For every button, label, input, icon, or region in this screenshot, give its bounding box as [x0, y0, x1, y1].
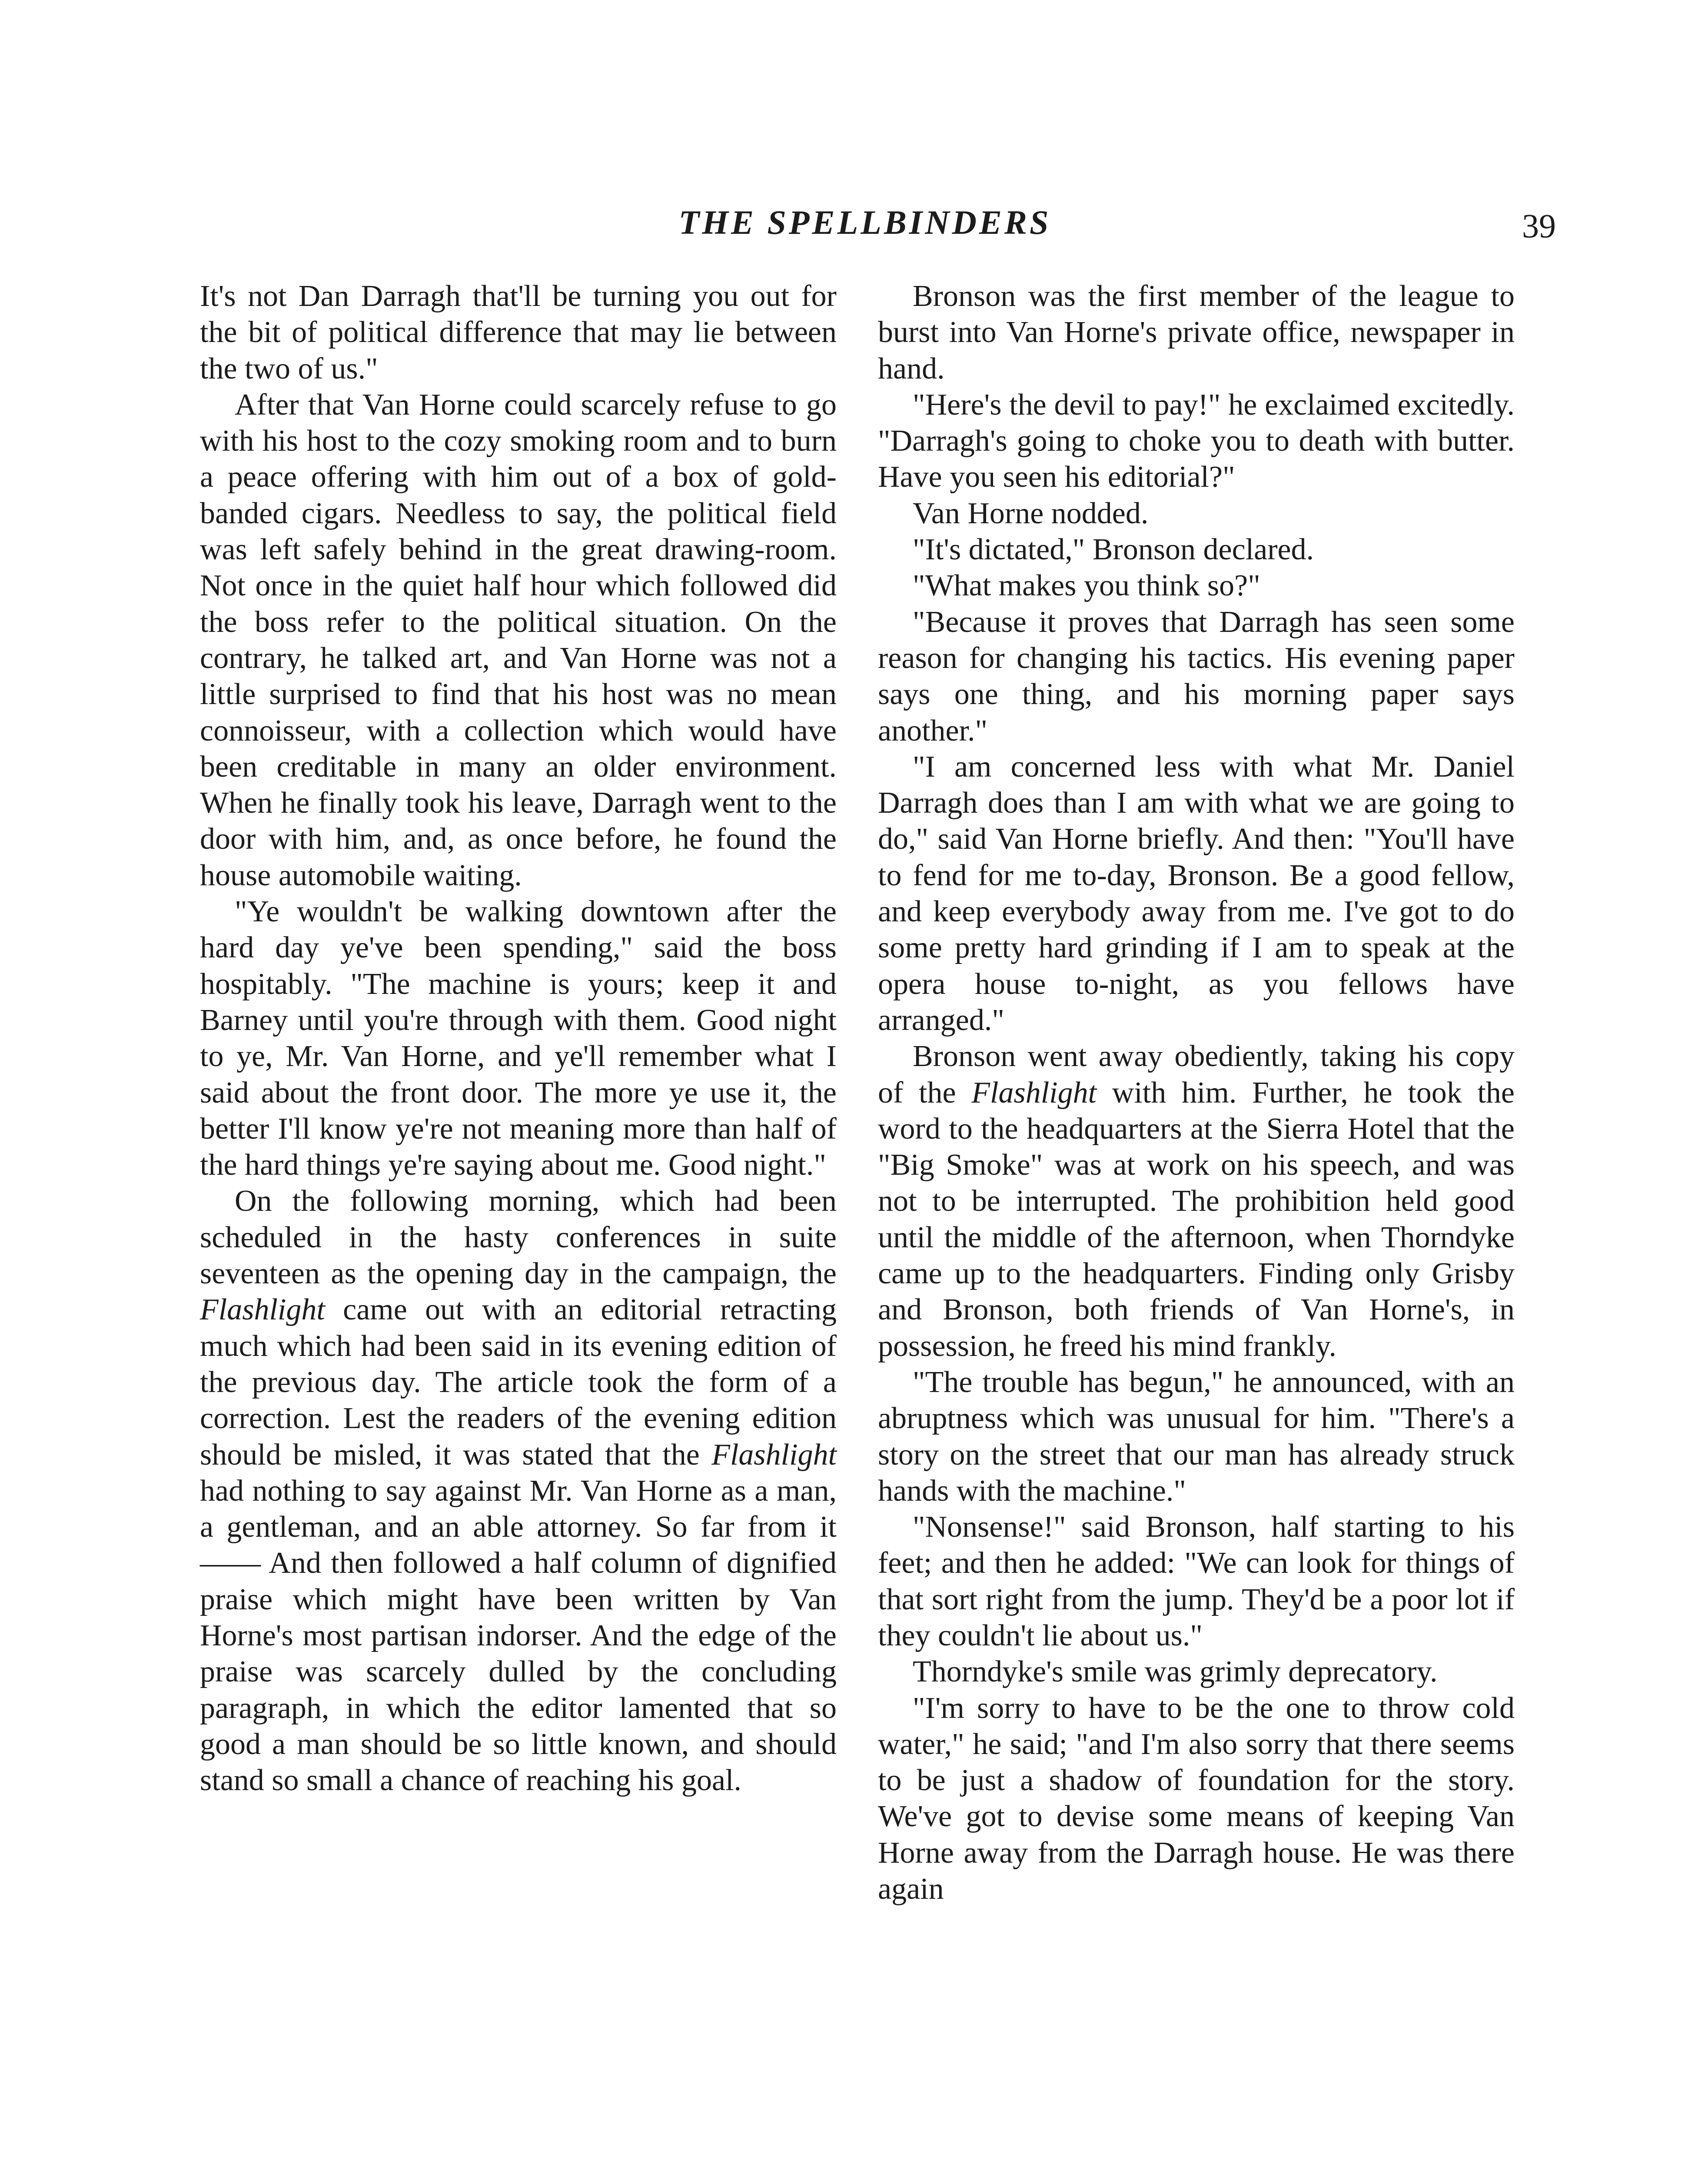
- paragraph: "Nonsense!" said Bronson, half starting to his feet; and then he added: "We can look for things of that sort right from the jump. They'd be a poor lot if they couldn't lie about us.": [878, 1510, 1515, 1652]
- text-run: On the following morning, which had been scheduled in the hasty conferences in suite seventeen as the opening day in the campaign, the: [200, 1184, 837, 1291]
- paragraph: "What makes you think so?": [913, 569, 1260, 603]
- paragraph: "It's dictated," Bronson declared.: [913, 533, 1314, 567]
- newspaper-name: Flashlight: [971, 1076, 1097, 1110]
- paragraph: [878, 1038, 1515, 1364]
- paragraph: "I'm sorry to have to be the one to throw cold water," he said; "and I'm also sorry that there seems to be just a shadow of foundation for the story. We've got to devise some means of keeping Van Horne away from the Darragh house. He was there again: [878, 1691, 1515, 1906]
- paragraph: "The trouble has begun," he announced, with an abruptness which was unusual for him. "There's a story on the street that our man has already struck hands with the machine.": [878, 1365, 1515, 1508]
- text-run: came out with an editorial retracting much which had been said in its evening edition of the previous day. The article took the form of a correction. Lest the readers of the evening edition should be misled, it was stated that the: [200, 1293, 837, 1472]
- paragraph: It's not Dan Darragh that'll be turning you out for the bit of political difference that may lie between the two of us.": [200, 279, 837, 385]
- page-number: 39: [1522, 207, 1556, 245]
- paragraph: [200, 1183, 837, 1798]
- left-column: [200, 278, 837, 1798]
- paragraph: Thorndyke's smile was grimly deprecatory.: [913, 1655, 1438, 1689]
- paragraph: Van Horne nodded.: [913, 496, 1149, 530]
- paragraph: "I am concerned less with what Mr. Daniel Darragh does than I am with what we are going to do," said Van Horne briefly. And then: "You'll have to fend for me to-day, Bronson. Be a good fellow, and keep everybody away from me. I've got to do some pretty hard grinding if I am to speak at the opera house to-night, as you fellows have arranged.": [878, 750, 1515, 1037]
- running-head: THE SPELLBINDERS: [678, 203, 1051, 241]
- paragraph: "Because it proves that Darragh has seen some reason for changing his tactics. His evening paper says one thing, and his morning paper says another.": [878, 605, 1515, 748]
- text-run: had nothing to say against Mr. Van Horne as a man, a gentleman, and an able attorney. So far from it —— And then followed a half column of dignified praise which might have been written by Van Horne's most partisan indorser. And the edge of the praise was scarcely dulled by the concluding paragraph, in which the editor lamented that so good a man should be so little known, and should stand so small a chance of reaching his goal.: [200, 1474, 837, 1798]
- right-column: [878, 278, 1515, 1907]
- newspaper-name: Flashlight: [200, 1293, 325, 1327]
- paragraph: Bronson was the first member of the league to burst into Van Horne's private office, newspaper in hand.: [878, 279, 1515, 385]
- text-run: Bronson went away obediently, taking his copy of the: [878, 1040, 1515, 1110]
- text-run: with him. Further, he took the word to the headquarters at the Sierra Hotel that the "Big Smoke" was at work on his speech, and was not to be interrupted. The prohibition held good until the middle of the afternoon, when Thorndyke came up to the headquarters. Finding only Grisby and Bronson, both friends of Van Horne's, in possession, he freed his mind frankly.: [878, 1076, 1515, 1363]
- paragraph: "Here's the devil to pay!" he exclaimed excitedly. "Darragh's going to choke you to death with butter. Have you seen his editorial?": [878, 388, 1515, 494]
- newspaper-name: Flashlight: [711, 1438, 837, 1472]
- paragraph: "Ye wouldn't be walking downtown after the hard day ye've been spending," said the boss hospitably. "The machine is yours; keep it and Barney until you're through with them. Good night to ye, Mr. Van Horne, and ye'll remember what I said about the front door. The more ye use it, the better I'll know ye're not meaning more than half of the hard things ye're saying about me. Good night.": [200, 895, 837, 1182]
- paragraph: After that Van Horne could scarcely refuse to go with his host to the cozy smoking room and to burn a peace offering with him out of a box of gold-banded cigars. Needless to say, the political field was left safely behind in the great drawing-room. Not once in the quiet half hour which followed did the boss refer to the political situation. On the contrary, he talked art, and Van Horne was not a little surprised to find that his host was no mean connoisseur, with a collection which would have been creditable in many an older environment. When he finally took his leave, Darragh went to the door with him, and, as once before, he found the house automobile waiting.: [200, 388, 837, 892]
